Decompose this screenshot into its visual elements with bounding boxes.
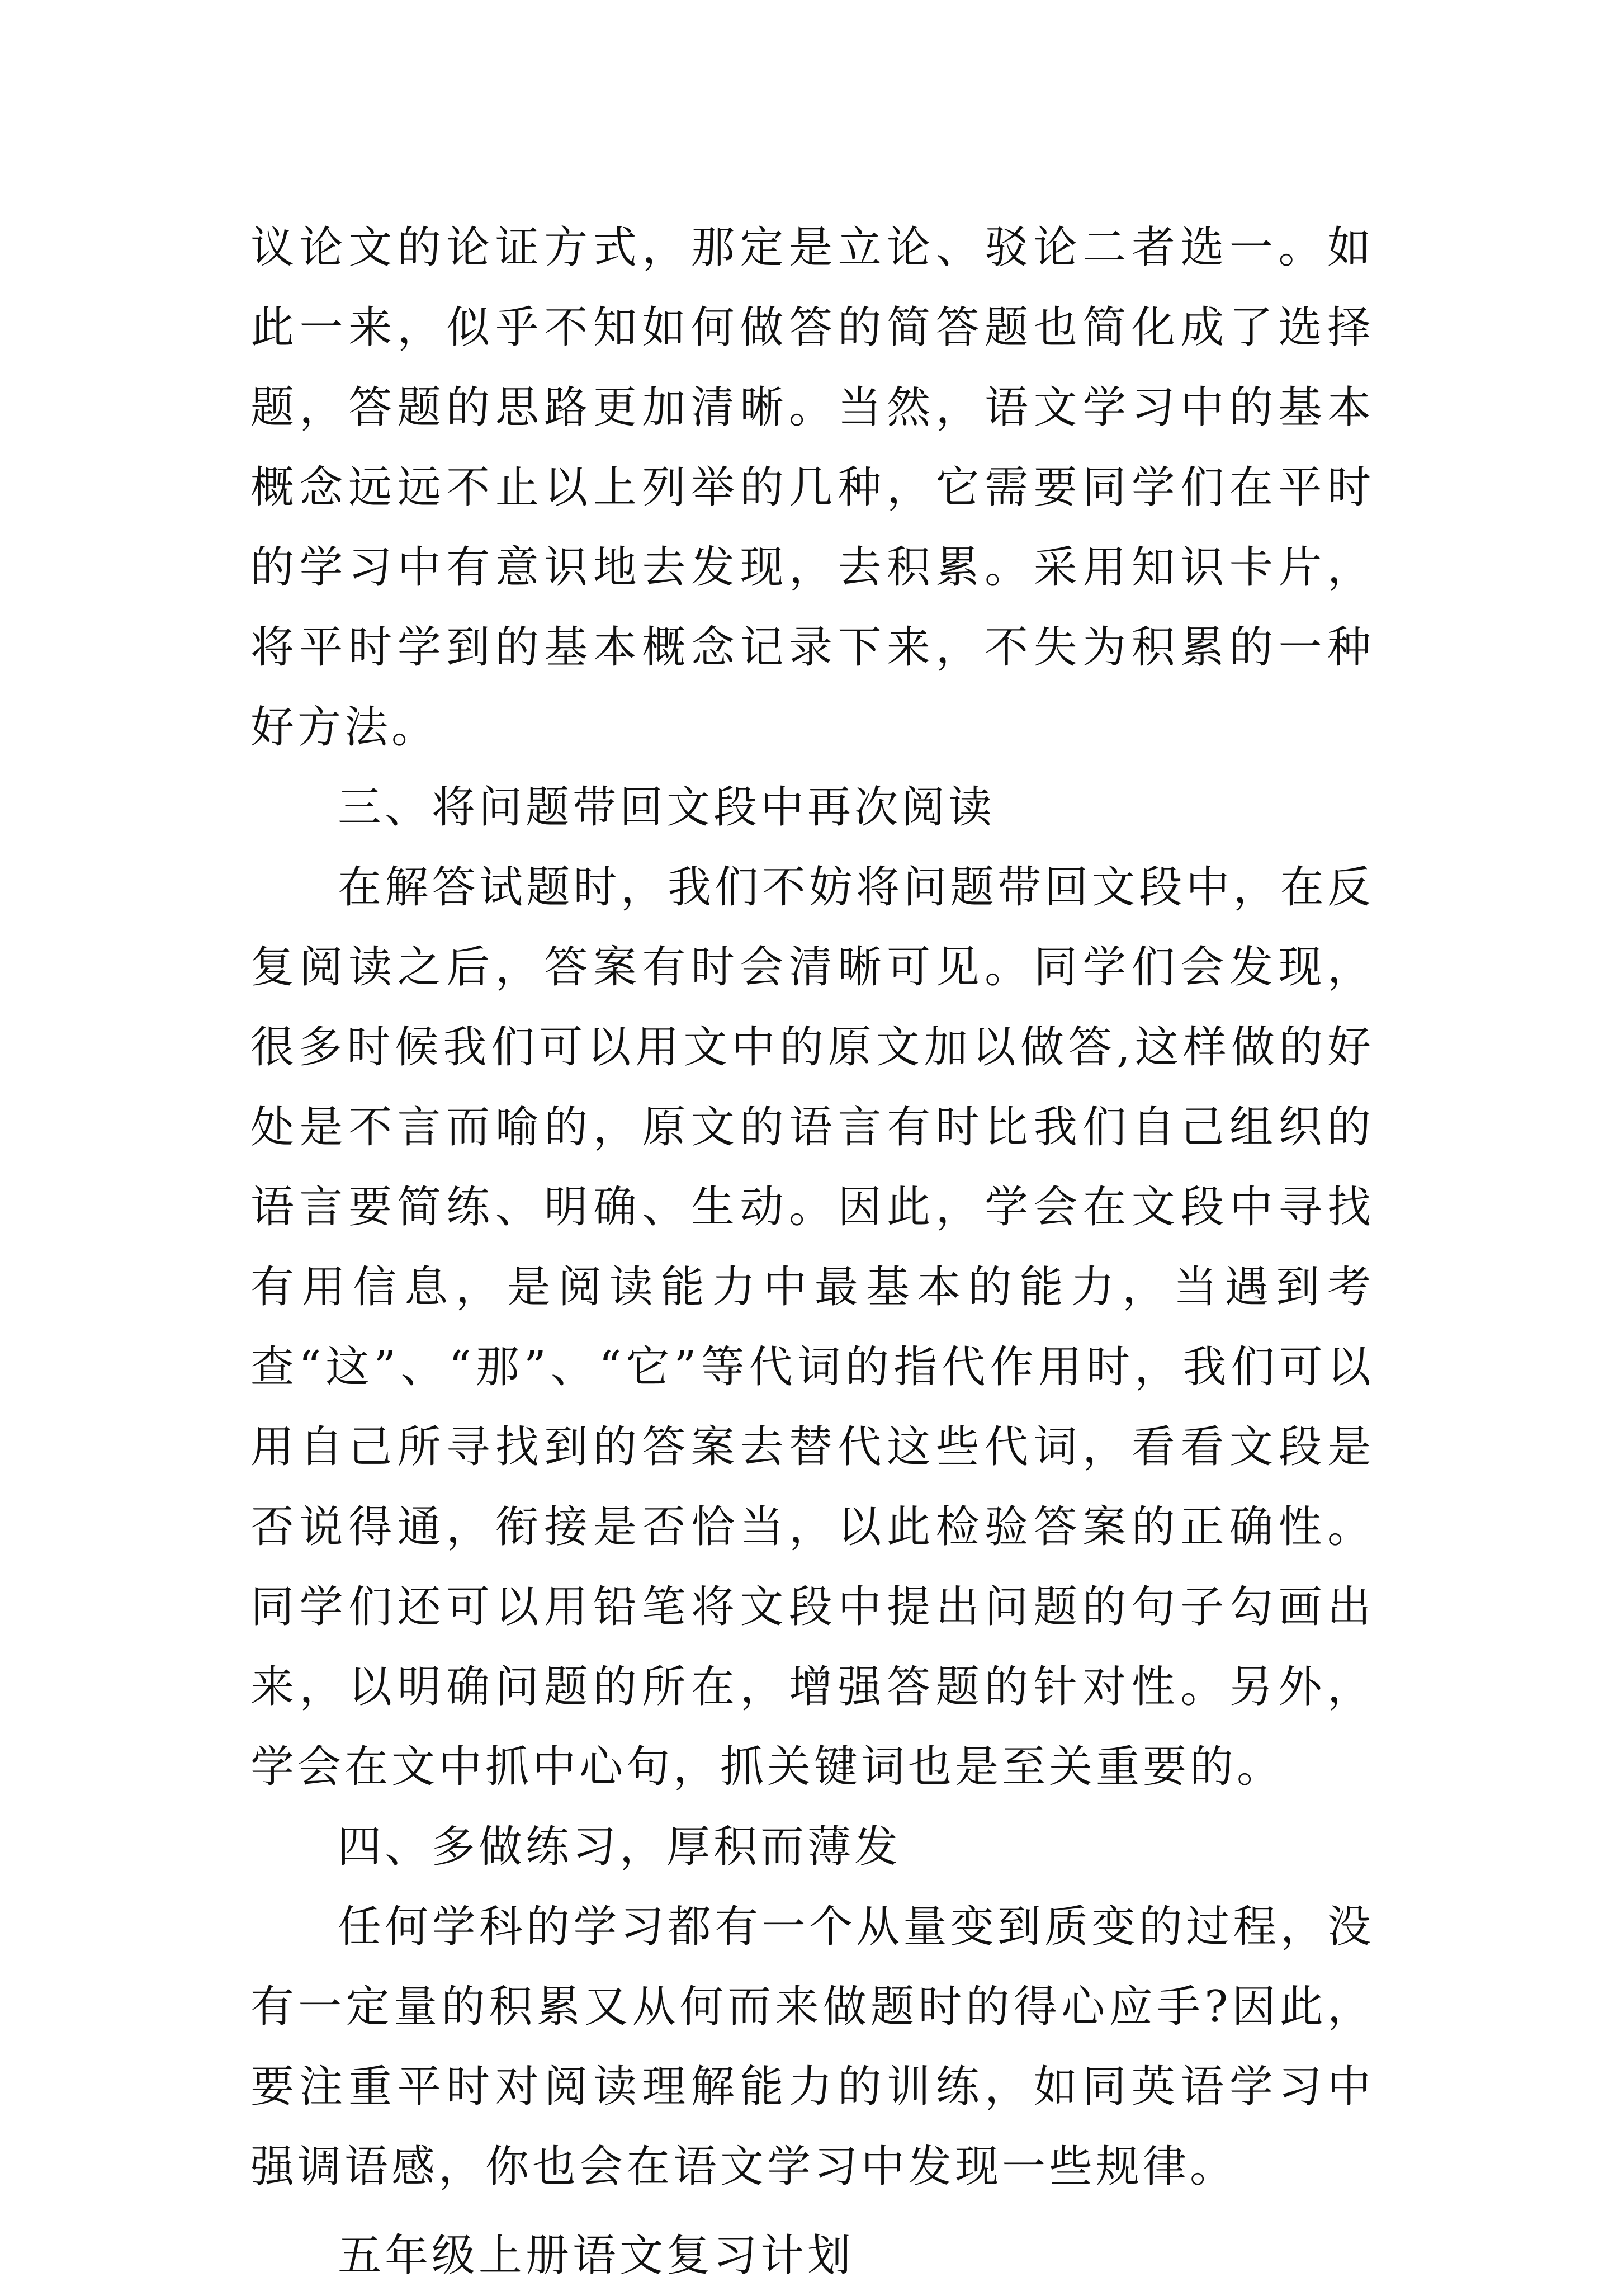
paragraph-section-3: 在解答试题时，我们不妨将问题带回文段中，在反复阅读之后，答案有时会清晰可见。同学们会发现，很多时候我们可以用文中的原文加以做答,这样做的好处是不言而喻的，原文的语言有时比我们自己组织的语言要简练、明确、生动。因此，学会在文段中寻找有用信息，是阅读能力中最基本的能力，当遇到考查“这”、“那”、“它”等代词的指代作用时，我们可以用自己所寻找到的答案去替代这些代词，看看文段是否说得通，衔接是否恰当，以此检验答案的正确性。同学们还可以用铅笔将文段中提出问题的句子勾画出来，以明确问题的所在，增强答题的针对性。另外，学会在文中抓中心句，抓关键词也是至关重要的。 [250,862,1374,1792]
section-heading-3: 三、将问题带回文段中再次阅读 [338,782,996,833]
paragraph-continuation: 议论文的论证方式，那定是立论、驳论二者选一。如此一来，似乎不知如何做答的简答题也简化成了选择题，答题的思路更加清晰。当然，语文学习中的基本概念远远不止以上列举的几种，它需要同学们在平时的学习中有意识地去发现，去积累。采用知识卡片，将平时学到的基本概念记录下来，不失为积累的一种好方法。 [250,223,1374,753]
section-heading-4: 四、多做练习，厚积而薄发 [338,1822,902,1872]
document-body [250,208,1374,2296]
paragraph-section-4: 任何学科的学习都有一个从量变到质变的过程，没有一定量的积累又从何而来做题时的得心应手?因此，要注重平时对阅读理解能力的训练，如同英语学习中强调语感，你也会在语文学习中发现一些规律。 [250,1902,1374,2192]
document-subtitle: 五年级上册语文复习计划 [338,2231,855,2281]
